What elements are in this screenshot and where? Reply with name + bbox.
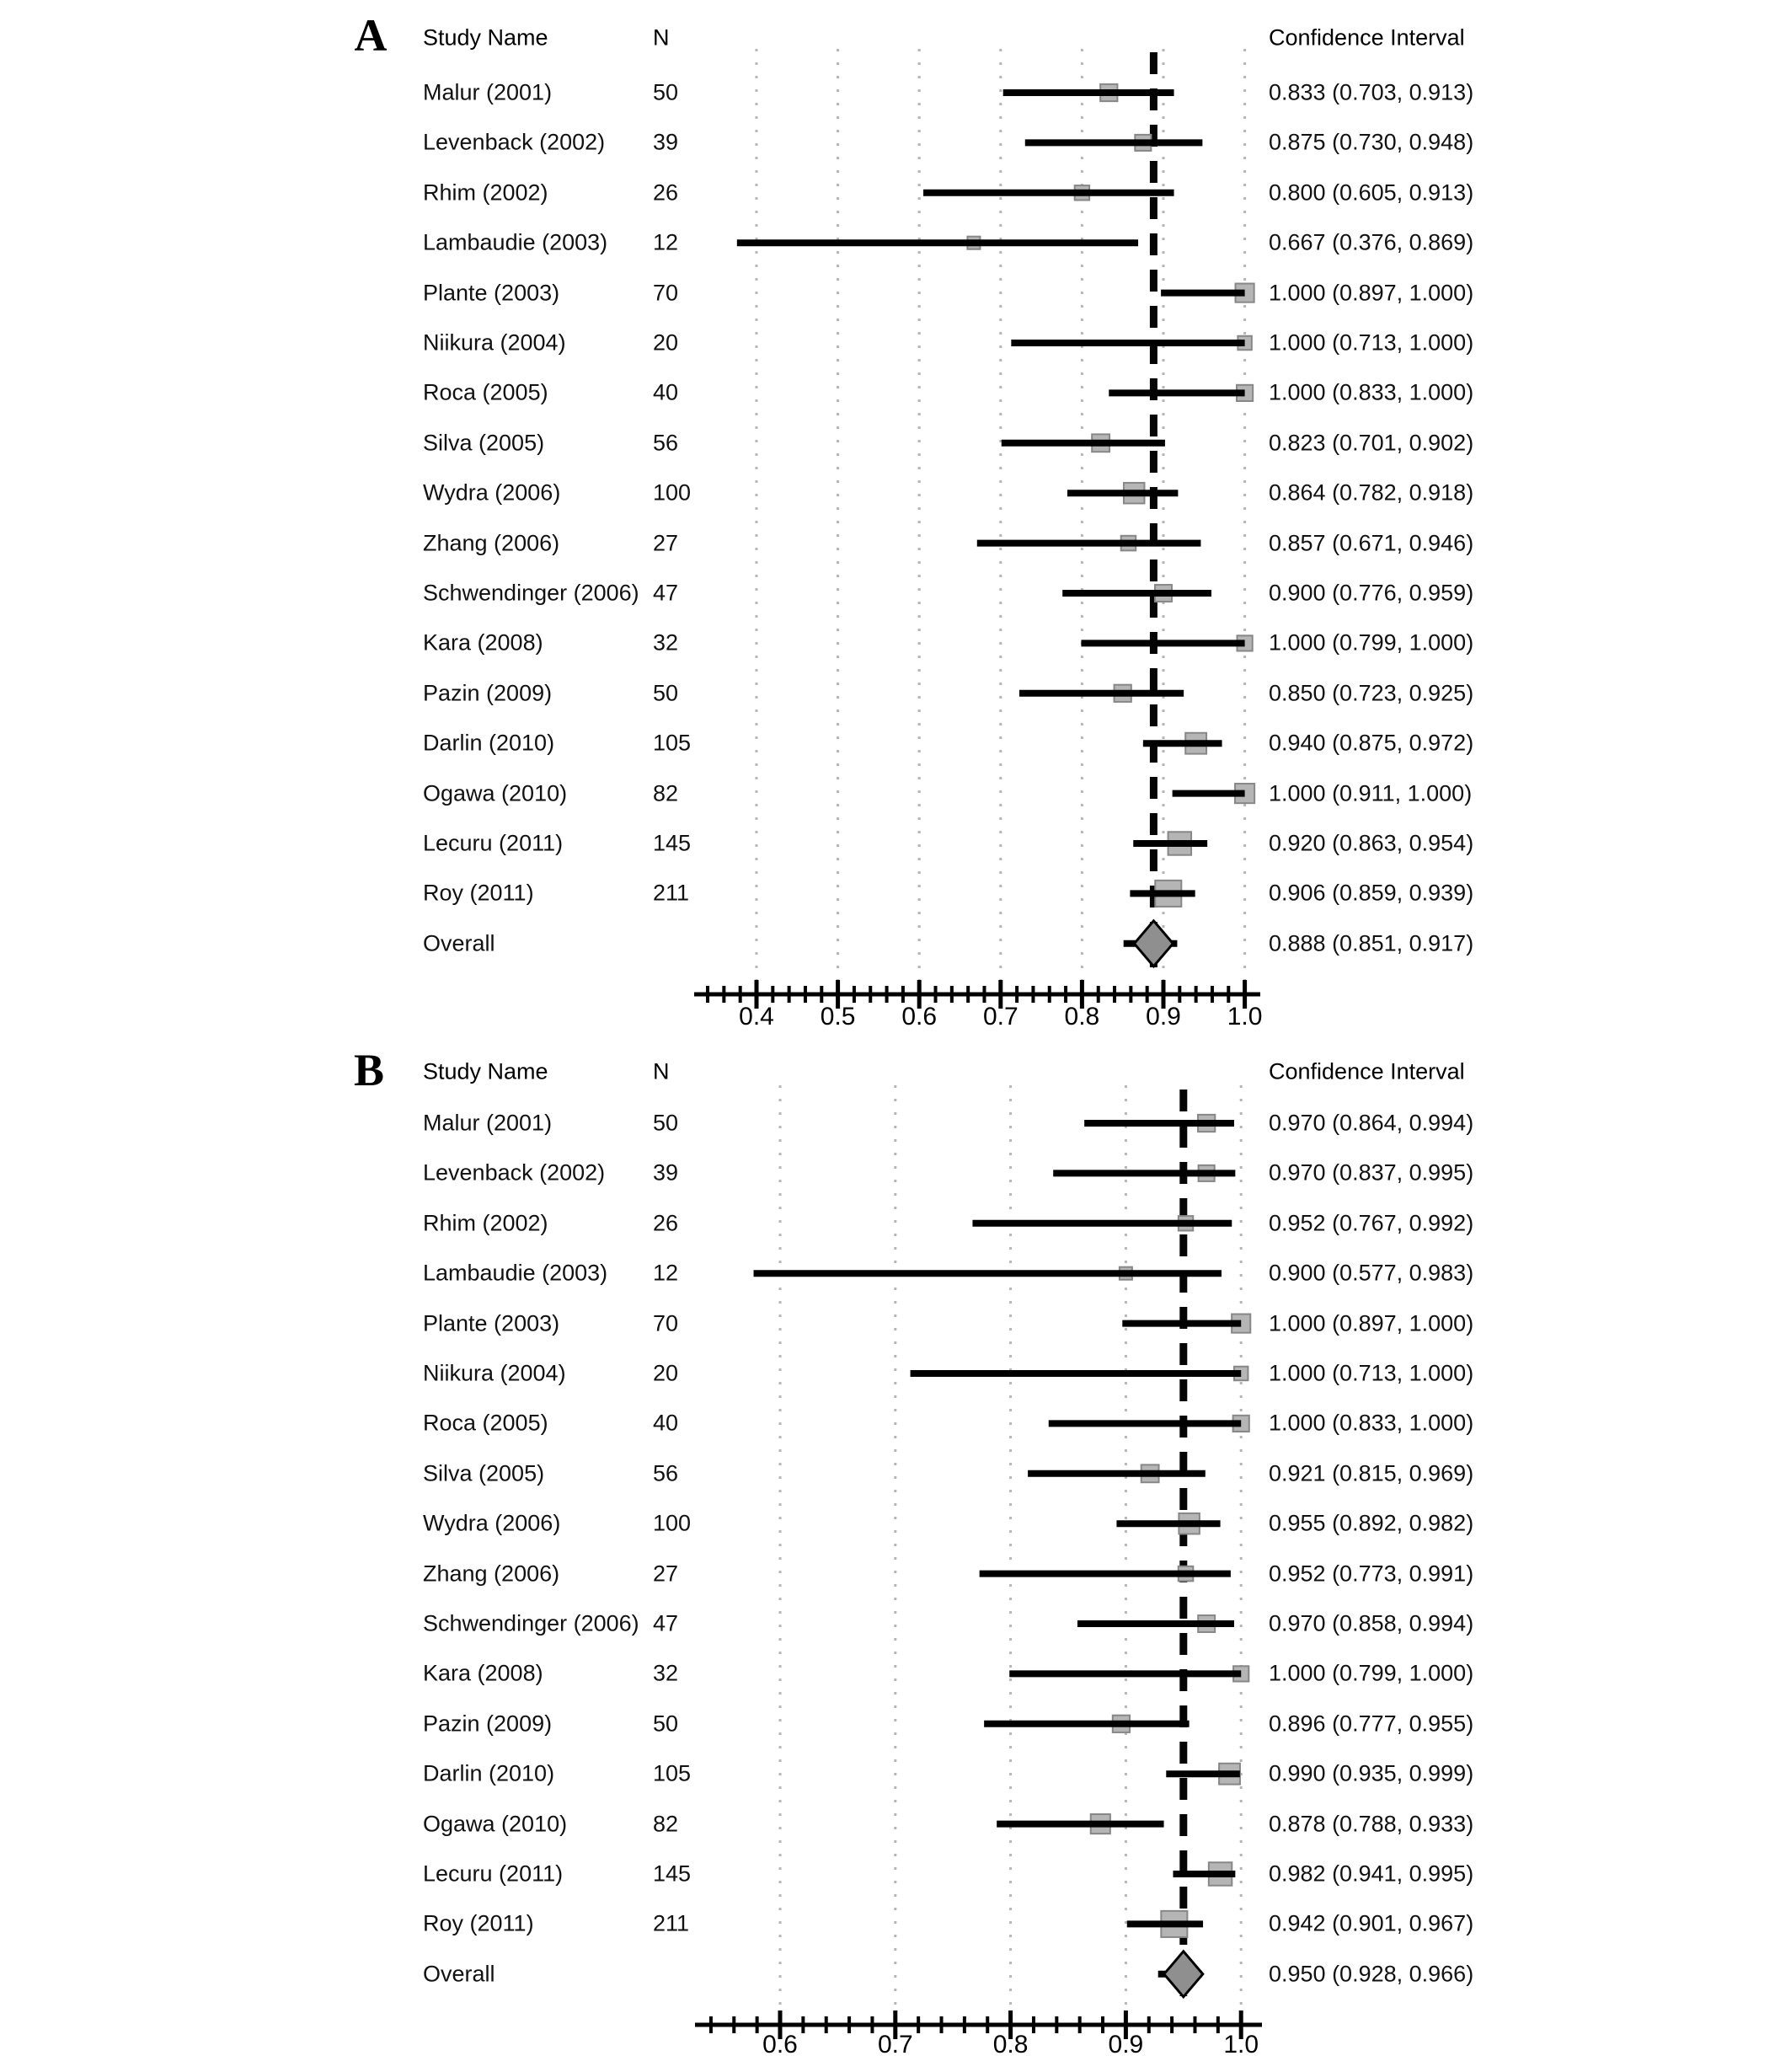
study-name: Roca (2005) — [423, 1410, 548, 1436]
confidence-interval-text: 1.000 (0.833, 1.000) — [1269, 379, 1474, 405]
study-name: Rhim (2002) — [423, 1210, 548, 1236]
x-axis-tick-label: 0.9 — [1146, 1003, 1181, 1031]
study-n-value: 70 — [653, 1310, 679, 1336]
confidence-interval-text: 1.000 (0.897, 1.000) — [1269, 1310, 1474, 1336]
confidence-interval-text: 0.955 (0.892, 0.982) — [1269, 1510, 1474, 1536]
study-n-value: 211 — [653, 1910, 690, 1936]
confidence-interval-text: 0.921 (0.815, 0.969) — [1269, 1460, 1474, 1486]
confidence-interval-text: 0.920 (0.863, 0.954) — [1269, 830, 1474, 856]
confidence-interval-text: 1.000 (0.713, 1.000) — [1269, 1360, 1474, 1386]
x-axis-tick-label: 1.0 — [1227, 1003, 1263, 1031]
overall-diamond-marker — [1134, 921, 1173, 966]
study-name: Silva (2005) — [423, 430, 545, 456]
confidence-interval-text: 1.000 (0.799, 1.000) — [1269, 1660, 1474, 1686]
study-name: Ogawa (2010) — [423, 780, 568, 806]
confidence-interval-text: 1.000 (0.833, 1.000) — [1269, 1410, 1474, 1436]
study-n-value: 56 — [653, 1460, 679, 1486]
study-name: Schwendinger (2006) — [423, 580, 639, 606]
study-n-value: 27 — [653, 1561, 679, 1587]
study-name: Malur (2001) — [423, 79, 553, 105]
panel-a-label: A — [354, 10, 388, 61]
study-name: Zhang (2006) — [423, 1561, 560, 1587]
study-n-value: 50 — [653, 680, 679, 706]
study-name: Zhang (2006) — [423, 530, 560, 556]
confidence-interval-text: 0.970 (0.864, 0.994) — [1269, 1110, 1474, 1136]
study-name: Roca (2005) — [423, 379, 548, 405]
confidence-interval-text: 0.878 (0.788, 0.933) — [1269, 1811, 1474, 1837]
overall-row-label: Overall — [423, 930, 495, 956]
study-n-value: 47 — [653, 1610, 679, 1636]
panel-b-label: B — [353, 1045, 385, 1095]
column-header-confidence-interval-a: Confidence Interval — [1269, 24, 1465, 51]
study-name: Wydra (2006) — [423, 479, 561, 506]
study-n-value: 145 — [653, 830, 692, 856]
confidence-interval-text: 0.875 (0.730, 0.948) — [1269, 129, 1474, 155]
study-n-value: 47 — [653, 580, 679, 606]
column-header-n-a: N — [653, 24, 670, 51]
study-n-value: 40 — [653, 1410, 679, 1436]
study-n-value: 82 — [653, 1811, 679, 1837]
x-axis-tick-label: 0.9 — [1108, 2031, 1144, 2059]
column-header-n-b: N — [653, 1058, 670, 1084]
study-n-value: 26 — [653, 179, 679, 206]
study-name: Kara (2008) — [423, 629, 543, 656]
confidence-interval-text: 0.864 (0.782, 0.918) — [1269, 479, 1474, 506]
study-n-value: 56 — [653, 430, 679, 456]
study-n-value: 100 — [653, 479, 692, 506]
study-n-value: 12 — [653, 229, 679, 255]
study-name: Niikura (2004) — [423, 329, 566, 356]
study-name: Plante (2003) — [423, 1310, 560, 1336]
study-name: Roy (2011) — [423, 880, 534, 906]
study-name: Darlin (2010) — [423, 730, 555, 756]
study-name: Darlin (2010) — [423, 1760, 555, 1786]
confidence-interval-text: 0.900 (0.577, 0.983) — [1269, 1260, 1474, 1286]
x-axis-tick-label: 0.8 — [1064, 1003, 1100, 1031]
study-name: Ogawa (2010) — [423, 1811, 568, 1837]
study-name: Pazin (2009) — [423, 680, 553, 706]
study-n-value: 32 — [653, 1660, 679, 1686]
study-name: Kara (2008) — [423, 1660, 543, 1686]
study-name: Wydra (2006) — [423, 1510, 561, 1536]
study-n-value: 32 — [653, 629, 679, 656]
study-n-value: 145 — [653, 1861, 692, 1887]
study-name: Lambaudie (2003) — [423, 1260, 608, 1286]
x-axis-tick-label: 0.7 — [877, 2031, 913, 2059]
confidence-interval-text: 1.000 (0.799, 1.000) — [1269, 629, 1474, 656]
study-n-value: 12 — [653, 1260, 679, 1286]
confidence-interval-text: 0.888 (0.851, 0.917) — [1269, 930, 1474, 956]
confidence-interval-text: 0.970 (0.858, 0.994) — [1269, 1610, 1474, 1636]
overall-row-label: Overall — [423, 1961, 495, 1987]
study-n-value: 50 — [653, 1110, 679, 1136]
study-name: Lambaudie (2003) — [423, 229, 608, 255]
confidence-interval-text: 0.950 (0.928, 0.966) — [1269, 1961, 1474, 1987]
study-name: Lecuru (2011) — [423, 1861, 564, 1887]
confidence-interval-text: 0.667 (0.376, 0.869) — [1269, 229, 1474, 255]
study-name: Roy (2011) — [423, 1910, 534, 1936]
study-n-value: 105 — [653, 730, 692, 756]
column-header-confidence-interval-b: Confidence Interval — [1269, 1058, 1465, 1084]
x-axis-tick-label: 0.7 — [982, 1003, 1018, 1031]
study-n-value: 50 — [653, 1711, 679, 1737]
confidence-interval-text: 0.952 (0.773, 0.991) — [1269, 1561, 1474, 1587]
confidence-interval-text: 0.896 (0.777, 0.955) — [1269, 1711, 1474, 1737]
confidence-interval-text: 0.952 (0.767, 0.992) — [1269, 1210, 1474, 1236]
study-name: Rhim (2002) — [423, 179, 548, 206]
study-n-value: 105 — [653, 1760, 692, 1786]
study-n-value: 50 — [653, 79, 679, 105]
confidence-interval-text: 0.823 (0.701, 0.902) — [1269, 430, 1474, 456]
study-n-value: 39 — [653, 129, 679, 155]
confidence-interval-text: 0.940 (0.875, 0.972) — [1269, 730, 1474, 756]
column-header-study-name-b: Study Name — [423, 1058, 548, 1084]
confidence-interval-text: 0.906 (0.859, 0.939) — [1269, 880, 1474, 906]
study-n-value: 20 — [653, 329, 679, 356]
confidence-interval-text: 1.000 (0.713, 1.000) — [1269, 329, 1474, 356]
column-header-study-name-a: Study Name — [423, 24, 548, 51]
confidence-interval-text: 1.000 (0.911, 1.000) — [1269, 780, 1473, 806]
confidence-interval-text: 0.800 (0.605, 0.913) — [1269, 179, 1474, 206]
confidence-interval-text: 0.942 (0.901, 0.967) — [1269, 1910, 1474, 1936]
study-n-value: 27 — [653, 530, 679, 556]
study-n-value: 82 — [653, 780, 679, 806]
study-name: Levenback (2002) — [423, 1159, 606, 1186]
study-n-value: 26 — [653, 1210, 679, 1236]
study-name: Schwendinger (2006) — [423, 1610, 639, 1636]
x-axis-tick-label: 0.5 — [820, 1003, 856, 1031]
study-name: Malur (2001) — [423, 1110, 553, 1136]
x-axis-tick-label: 0.8 — [992, 2031, 1029, 2059]
confidence-interval-text: 0.970 (0.837, 0.995) — [1269, 1159, 1474, 1186]
study-name: Plante (2003) — [423, 280, 560, 306]
x-axis-tick-label: 1.0 — [1223, 2031, 1259, 2059]
confidence-interval-text: 0.900 (0.776, 0.959) — [1269, 580, 1474, 606]
study-name: Pazin (2009) — [423, 1711, 553, 1737]
study-name: Lecuru (2011) — [423, 830, 564, 856]
confidence-interval-text: 0.982 (0.941, 0.995) — [1269, 1861, 1474, 1887]
overall-diamond-marker — [1164, 1952, 1203, 1997]
study-name: Silva (2005) — [423, 1460, 545, 1486]
study-name: Niikura (2004) — [423, 1360, 566, 1386]
study-n-value: 39 — [653, 1159, 679, 1186]
study-n-value: 40 — [653, 379, 679, 405]
study-n-value: 100 — [653, 1510, 692, 1536]
confidence-interval-text: 0.857 (0.671, 0.946) — [1269, 530, 1474, 556]
study-n-value: 20 — [653, 1360, 679, 1386]
x-axis-tick-label: 0.4 — [739, 1003, 774, 1031]
study-n-value: 211 — [653, 880, 690, 906]
study-n-value: 70 — [653, 280, 679, 306]
confidence-interval-text: 0.990 (0.935, 0.999) — [1269, 1760, 1474, 1786]
x-axis-tick-label: 0.6 — [762, 2031, 798, 2059]
confidence-interval-text: 0.850 (0.723, 0.925) — [1269, 680, 1474, 706]
confidence-interval-text: 1.000 (0.897, 1.000) — [1269, 280, 1474, 306]
confidence-interval-text: 0.833 (0.703, 0.913) — [1269, 79, 1474, 105]
study-name: Levenback (2002) — [423, 129, 606, 155]
x-axis-tick-label: 0.6 — [901, 1003, 938, 1031]
